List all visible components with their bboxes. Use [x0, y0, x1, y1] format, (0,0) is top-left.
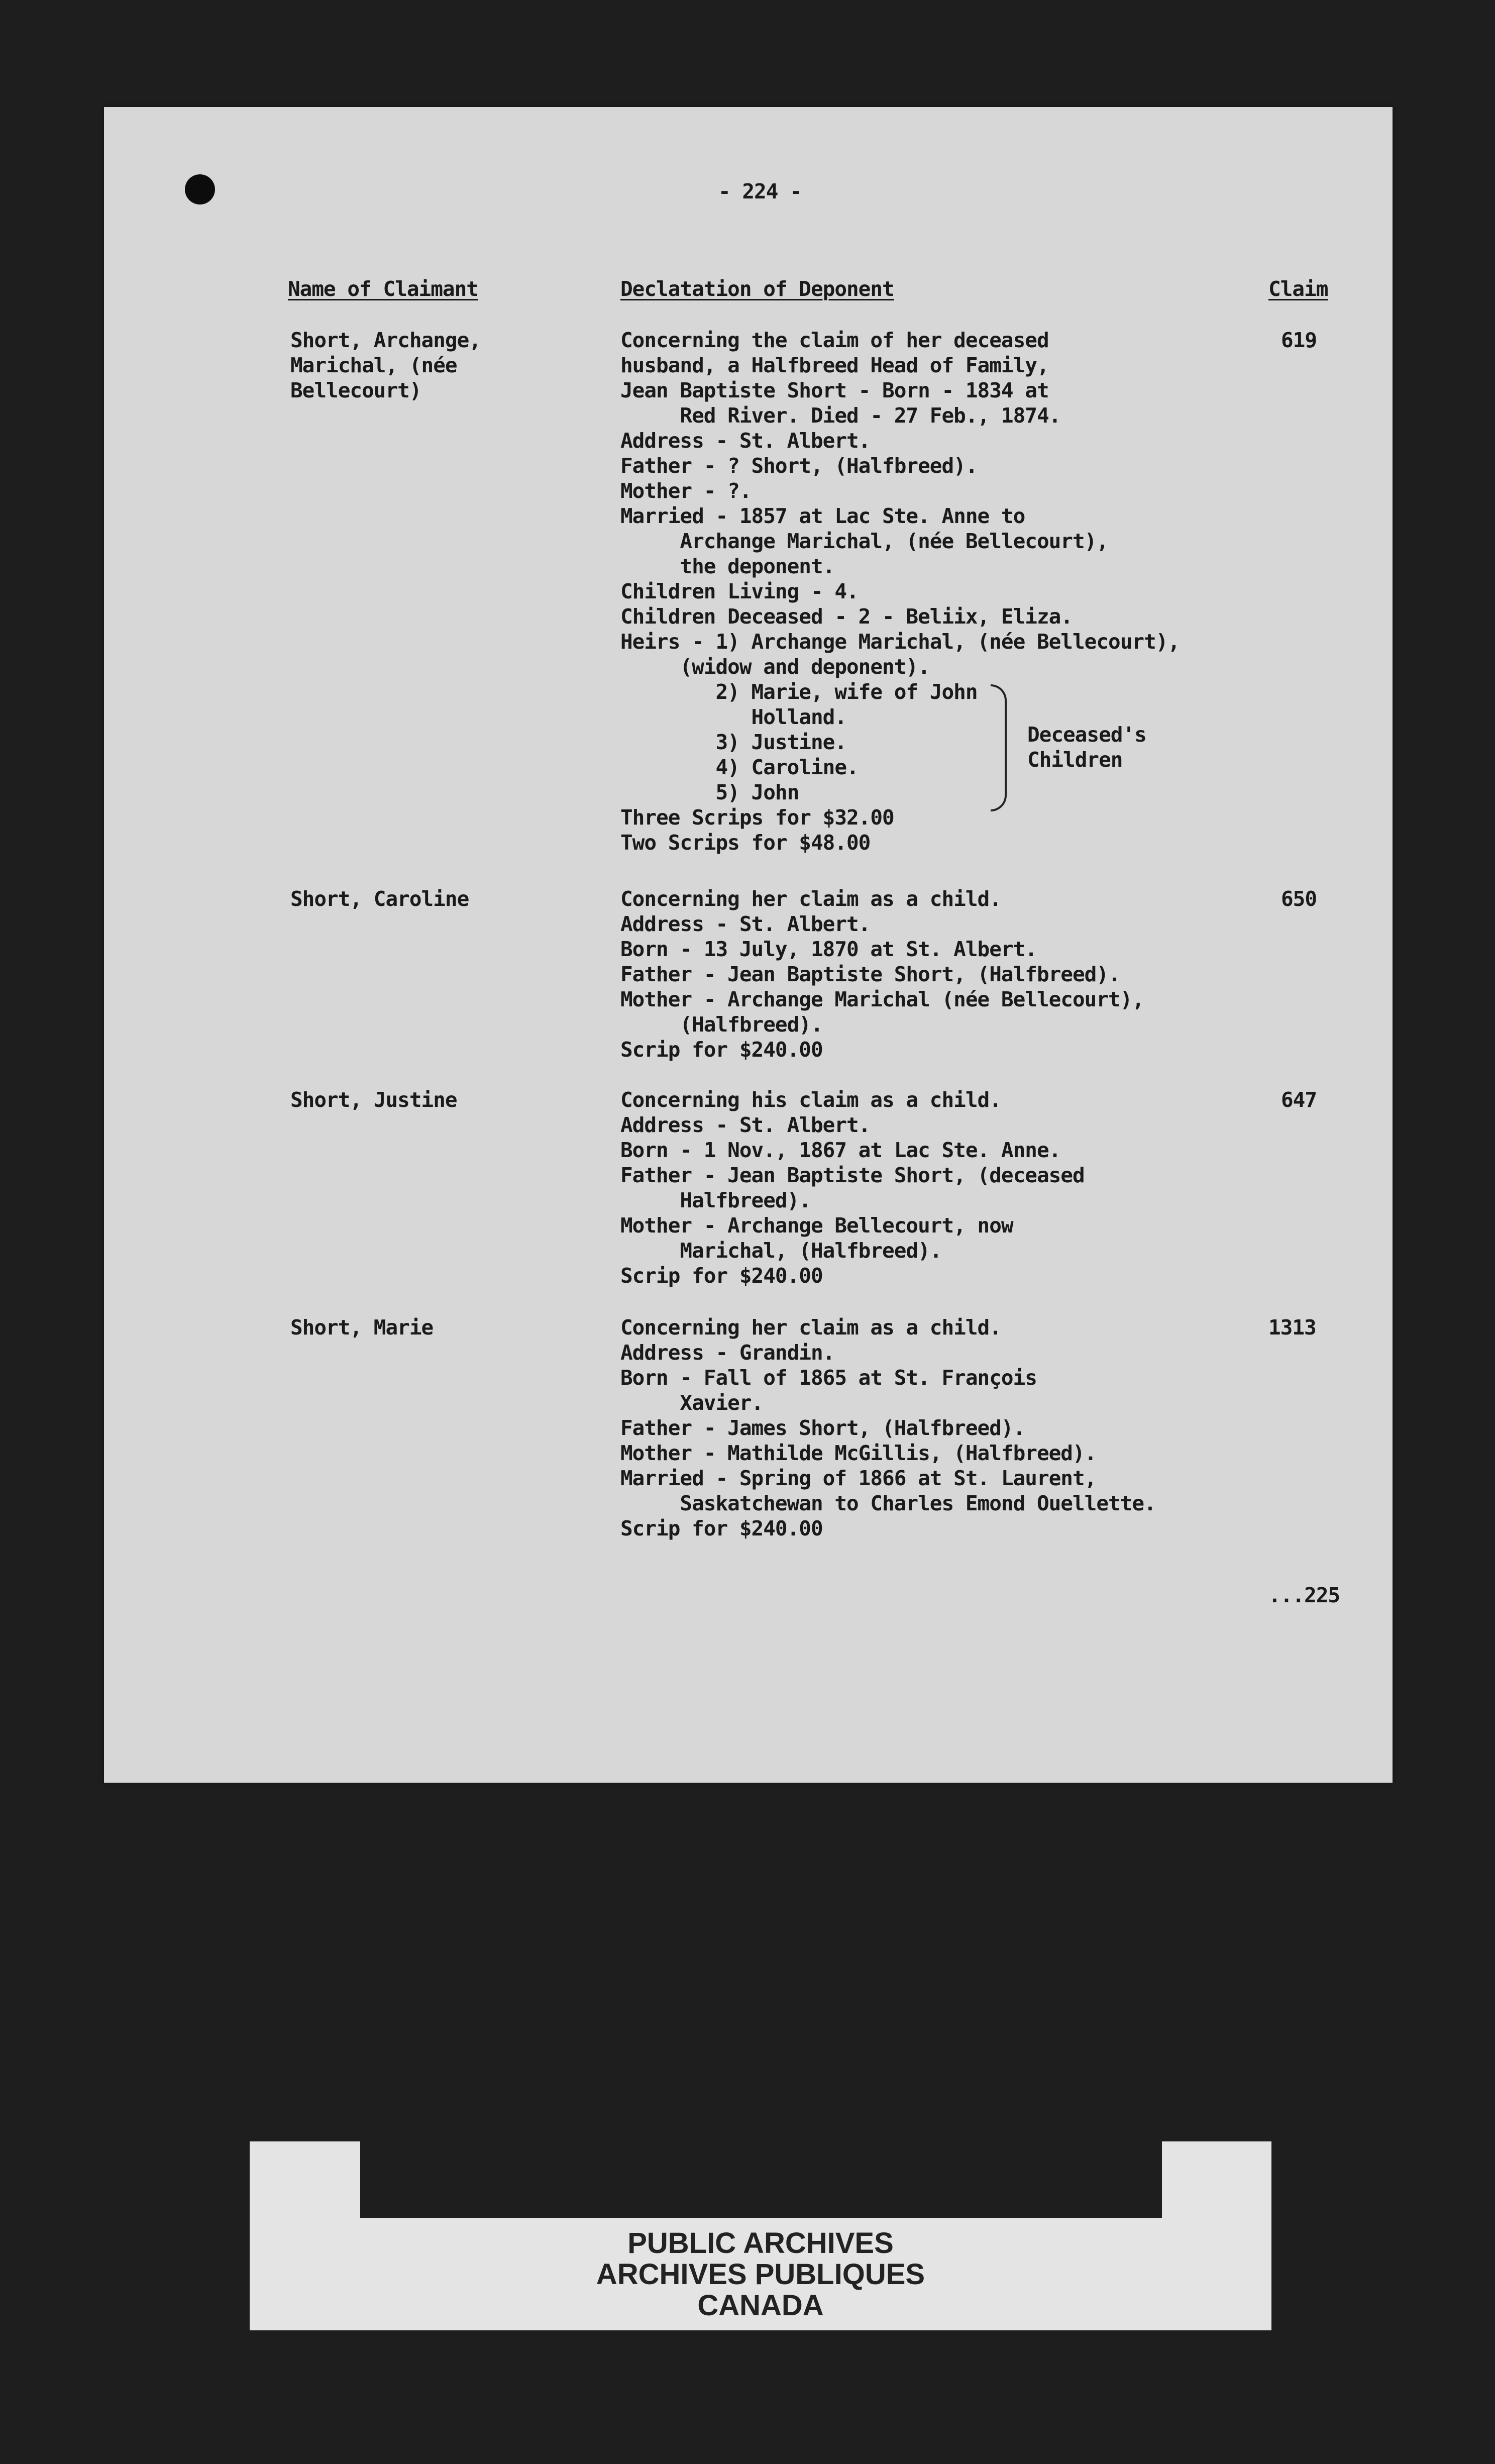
header-name-of-claimant: Name of Claimant — [288, 277, 478, 301]
punch-hole — [185, 174, 215, 204]
entry-3-line: Scrip for $240.00 — [620, 1264, 823, 1288]
entry-1-name-line-2: Marichal, (née — [290, 353, 457, 377]
entry-3-name: Short, Justine — [290, 1088, 457, 1112]
brace-label-line-2: Children — [1027, 748, 1123, 772]
entry-1-line: 3) Justine. — [620, 730, 846, 754]
stamp-line-3: CANADA — [697, 2289, 824, 2322]
entry-4-line: Married - Spring of 1866 at St. Laurent, — [620, 1466, 1097, 1490]
entry-4-claim: 1313 — [1268, 1315, 1316, 1340]
entry-1-claim: 619 — [1281, 328, 1317, 352]
continuation-marker: ...225 — [1268, 1583, 1340, 1607]
entry-4-line: Born - Fall of 1865 at St. François — [620, 1366, 1037, 1390]
stamp-line-2: ARCHIVES PUBLIQUES — [596, 2258, 925, 2291]
entry-1-line: Red River. Died - 27 Feb., 1874. — [620, 403, 1061, 428]
entry-1-line: Children Living - 4. — [620, 579, 859, 603]
entry-1-line: (widow and deponent). — [620, 655, 930, 679]
stamp-notch — [360, 2141, 1162, 2218]
entry-3-line: Halfbreed). — [620, 1188, 811, 1212]
entry-1-line: 2) Marie, wife of John — [620, 680, 978, 704]
header-claim: Claim — [1268, 277, 1328, 301]
entry-1-line: Concerning the claim of her deceased — [620, 328, 1049, 352]
entry-2-claim: 650 — [1281, 887, 1317, 911]
entry-2-line: (Halfbreed). — [620, 1012, 823, 1037]
entry-1-line: Father - ? Short, (Halfbreed). — [620, 454, 978, 478]
entry-2-line: Mother - Archange Marichal (née Bellecourt), — [620, 987, 1144, 1011]
entry-4-line: Mother - Mathilde McGillis, (Halfbreed). — [620, 1441, 1097, 1465]
entry-1-line: Married - 1857 at Lac Ste. Anne to — [620, 504, 1025, 528]
entry-1-line: Jean Baptiste Short - Born - 1834 at — [620, 378, 1049, 402]
entry-1-line: 5) John — [620, 780, 799, 804]
entry-3-line: Marichal, (Halfbreed). — [620, 1239, 942, 1263]
stamp-line-1: PUBLIC ARCHIVES — [627, 2227, 894, 2260]
entry-3-line: Concerning his claim as a child. — [620, 1088, 1001, 1112]
entry-1-line: Archange Marichal, (née Bellecourt), — [620, 529, 1109, 553]
brace-label-line-1: Deceased's — [1027, 723, 1146, 747]
entry-1-line: Address - St. Albert. — [620, 429, 871, 453]
entry-2-line: Address - St. Albert. — [620, 912, 871, 936]
entry-1-line: Two Scrips for $48.00 — [620, 831, 871, 855]
entry-4-line: Father - James Short, (Halfbreed). — [620, 1416, 1025, 1440]
entry-1-line: Mother - ?. — [620, 479, 752, 503]
entry-1-line: 4) Caroline. — [620, 755, 859, 779]
entry-2-name: Short, Caroline — [290, 887, 469, 911]
entry-1-name-line-1: Short, Archange, — [290, 328, 481, 352]
entry-1-line: the deponent. — [620, 554, 835, 578]
entry-3-line: Mother - Archange Bellecourt, now — [620, 1213, 1013, 1238]
entry-4-line: Address - Grandin. — [620, 1341, 835, 1365]
entry-2-line: Born - 13 July, 1870 at St. Albert. — [620, 937, 1037, 961]
entry-2-line: Father - Jean Baptiste Short, (Halfbreed). — [620, 962, 1120, 986]
heirs-brace — [991, 684, 1007, 811]
entry-3-line: Father - Jean Baptiste Short, (deceased — [620, 1163, 1085, 1187]
entry-1-line: Holland. — [620, 705, 846, 729]
entry-1-line: Three Scrips for $32.00 — [620, 805, 894, 830]
entry-2-line: Scrip for $240.00 — [620, 1038, 823, 1062]
entry-4-name: Short, Marie — [290, 1315, 434, 1340]
entry-1-line: Children Deceased - 2 - Beliix, Eliza. — [620, 604, 1073, 629]
entry-1-line: husband, a Halfbreed Head of Family, — [620, 353, 1049, 377]
entry-3-line: Address - St. Albert. — [620, 1113, 871, 1137]
entry-4-line: Concerning her claim as a child. — [620, 1315, 1001, 1340]
entry-3-line: Born - 1 Nov., 1867 at Lac Ste. Anne. — [620, 1138, 1061, 1162]
archives-stamp — [250, 2141, 1271, 2330]
entry-4-line: Scrip for $240.00 — [620, 1516, 823, 1541]
entry-4-line: Saskatchewan to Charles Emond Ouellette. — [620, 1491, 1156, 1515]
entry-4-line: Xavier. — [620, 1391, 764, 1415]
entry-1-line: Heirs - 1) Archange Marichal, (née Bellecourt), — [620, 630, 1180, 654]
header-declaration: Declatation of Deponent — [620, 277, 894, 301]
entry-3-claim: 647 — [1281, 1088, 1317, 1112]
entry-2-line: Concerning her claim as a child. — [620, 887, 1001, 911]
page-number: - 224 - — [718, 179, 802, 203]
entry-1-name-line-3: Bellecourt) — [290, 378, 421, 402]
